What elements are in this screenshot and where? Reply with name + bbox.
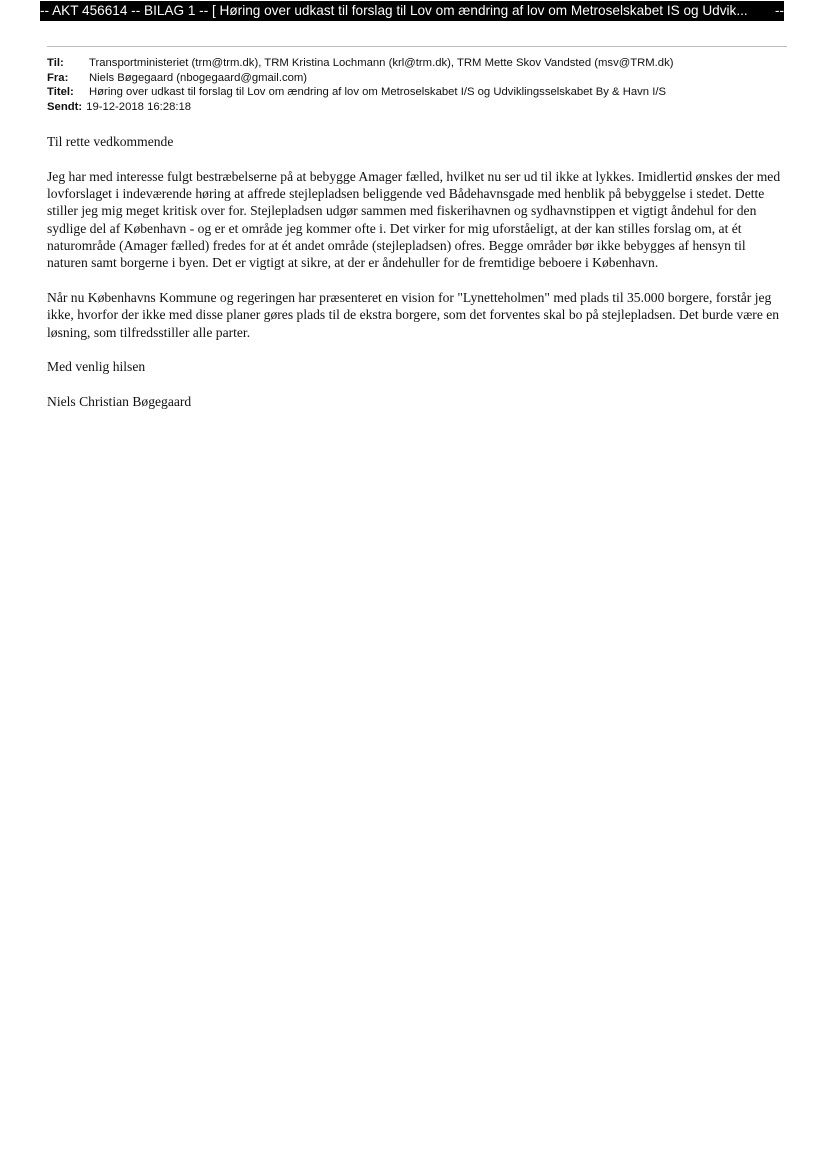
letter-closing: Med venlig hilsen	[47, 359, 146, 375]
header-divider	[47, 46, 787, 47]
header-sent-row	[47, 100, 787, 115]
letter-paragraph-1: Jeg har med interesse fulgt bestræbelserne på at bebygge Amager fælled, hvilket nu ser ud til ikke at lykkes. Imidlertid ønskes der med lovforslaget i indeværende høring at affrede stejlepladsen beliggende ved Bådehavnsgade med henblik på bebyggelse i stedet. Dette stiller jeg mig meget kritisk over for. Stejlepladsen udgør sammen med fiskerihavnen og sydhavnstippen et vigtigt åndehul for den sydlige del af København - og er et område jeg kommer ofte i. Det virker for mig uforståeligt, at der kan stilles forslag om, at ét naturområde (Amager fælled) fredes for at ét andet område (stejlepladsen) ofres. Begge områder bør ikke bebygges af hensyn til naturen samt borgerne i byen. Det er vigtigt at sikre, at der er åndehuller for de fremtidige beboere i København.	[47, 168, 781, 271]
email-headers	[47, 56, 787, 114]
header-from-row	[47, 71, 787, 86]
letter-signature: Niels Christian Bøgegaard	[47, 394, 192, 410]
header-subject-row	[47, 85, 787, 100]
to-label: Til:	[47, 57, 64, 69]
document-banner	[40, 1, 784, 21]
letter-paragraph-2: Når nu Københavns Kommune og regeringen har præsenteret en vision for "Lynetteholmen" med plads til 35.000 borgere, forstår jeg ikke, hvorfor der ikke med disse planer gøres plads til de ekstra borgere, som det forventes skal bo på stejlepladsen. Det burde være en løsning, som tilfredsstiller alle parter.	[47, 290, 780, 340]
from-value: Niels Bøgegaard (nbogegaard@gmail.com)	[89, 71, 308, 84]
from-label: Fra:	[47, 71, 69, 84]
banner-tail: --	[774, 3, 784, 18]
subject-value: Høring over udkast til forslag til Lov om ændring af lov om Metroselskabet I/S og Udviklingsselskabet By & Havn I/S	[89, 86, 667, 98]
header-to-row	[47, 56, 787, 71]
letter-body	[47, 133, 782, 428]
subject-label: Titel:	[47, 86, 74, 98]
letter-greeting: Til rette vedkommende	[47, 134, 174, 149]
sent-value: 19-12-2018 16:28:18	[86, 100, 192, 113]
to-value: Transportministeriet (trm@trm.dk), TRM Kristina Lochmann (krl@trm.dk), TRM Mette Skov Vandsted (msv@TRM.dk)	[89, 57, 674, 69]
sent-label: Sendt:	[47, 100, 83, 113]
banner-title: -- AKT 456614 -- BILAG 1 -- [ Høring over udkast til forslag til Lov om ændring af lov om Metroselskabet IS og Udvik...	[40, 3, 748, 18]
